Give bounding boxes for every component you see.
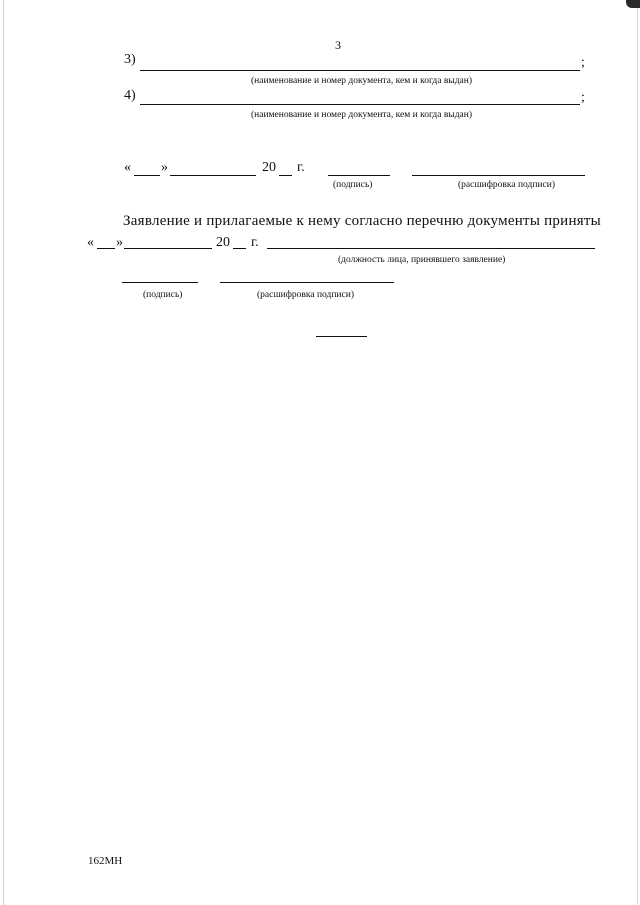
- item-3-label: 3): [124, 52, 136, 67]
- applicant-signature-caption: (подпись): [333, 180, 373, 190]
- applicant-date-close: »: [161, 160, 168, 175]
- acceptance-date-open: «: [87, 235, 94, 250]
- applicant-decryption-line[interactable]: [412, 175, 585, 176]
- applicant-month-line[interactable]: [170, 175, 256, 176]
- applicant-day-line[interactable]: [134, 175, 160, 176]
- item-4-caption: (наименование и номер документа, кем и когда выдан): [251, 110, 472, 120]
- item-4-end: ;: [581, 90, 585, 105]
- acceptance-position-caption: (должность лица, принявшего заявление): [338, 255, 506, 265]
- acceptance-year-prefix: 20: [216, 235, 230, 250]
- scan-edge-left: [3, 0, 4, 905]
- applicant-year-suffix: г.: [297, 160, 305, 175]
- page-number: 3: [335, 38, 341, 52]
- acceptance-decryption-caption: (расшифровка подписи): [257, 290, 354, 300]
- acceptance-statement: Заявление и прилагаемые к нему согласно перечню документы приняты: [123, 213, 602, 229]
- scan-edge-right: [637, 0, 638, 905]
- acceptance-signature-line[interactable]: [122, 282, 198, 283]
- acceptance-year-line[interactable]: [233, 248, 246, 249]
- applicant-decryption-caption: (расшифровка подписи): [458, 180, 555, 190]
- applicant-signature-line[interactable]: [328, 175, 390, 176]
- item-4-line[interactable]: [140, 104, 580, 105]
- scan-corner-mark: [626, 0, 640, 8]
- acceptance-year-suffix: г.: [251, 235, 259, 250]
- item-4-label: 4): [124, 88, 136, 103]
- acceptance-signature-caption: (подпись): [143, 290, 183, 300]
- item-3-end: ;: [581, 55, 585, 70]
- acceptance-position-line[interactable]: [267, 248, 595, 249]
- item-3-line[interactable]: [140, 70, 580, 71]
- acceptance-date-close: »: [116, 235, 123, 250]
- footer-code: 162МН: [88, 855, 123, 867]
- acceptance-month-line[interactable]: [124, 248, 212, 249]
- applicant-date-open: «: [124, 160, 131, 175]
- applicant-year-prefix: 20: [262, 160, 276, 175]
- acceptance-decryption-line[interactable]: [220, 282, 394, 283]
- item-3-caption: (наименование и номер документа, кем и когда выдан): [251, 76, 472, 86]
- applicant-year-line[interactable]: [279, 175, 292, 176]
- end-divider: [316, 336, 367, 337]
- acceptance-day-line[interactable]: [97, 248, 115, 249]
